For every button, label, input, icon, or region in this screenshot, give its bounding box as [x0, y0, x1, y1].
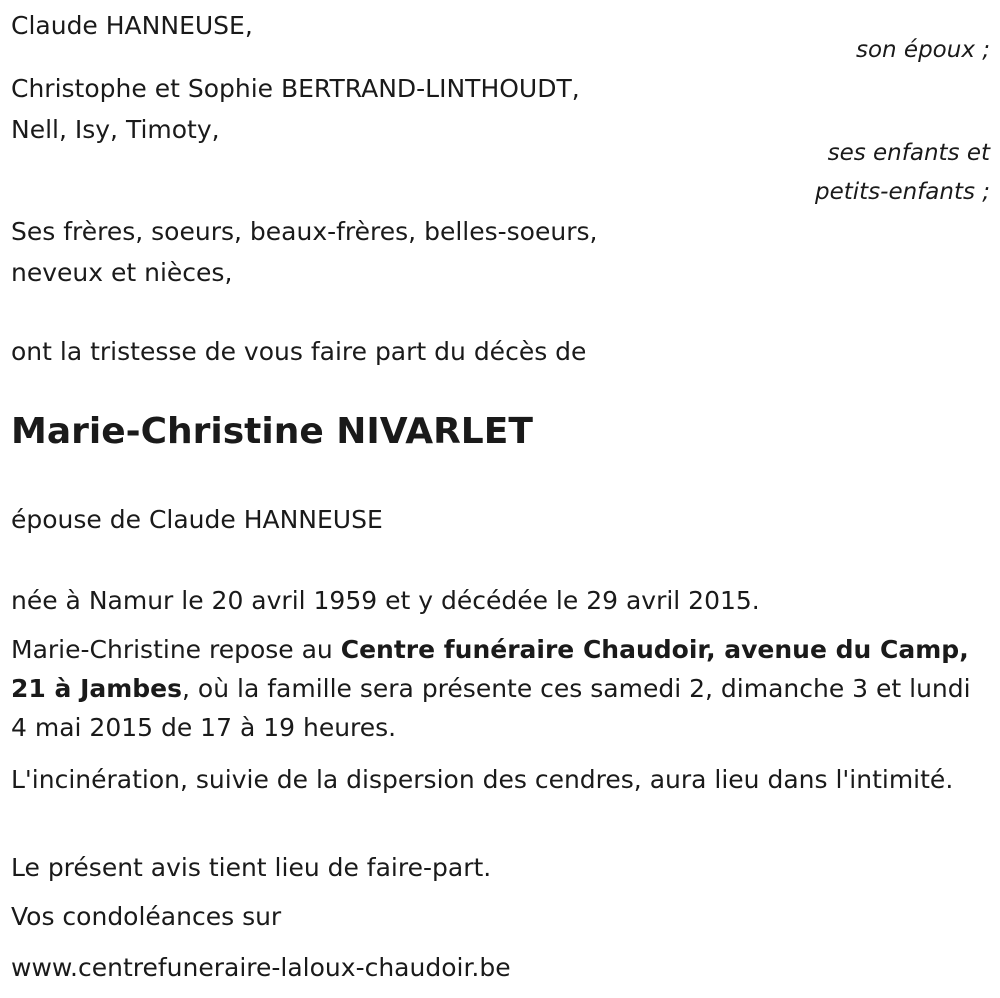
rest-paragraph [11, 630, 991, 747]
children-line-2: Nell, Isy, Timoty, [11, 115, 220, 144]
deceased-name: Marie-Christine NIVARLET [11, 411, 533, 452]
children-role-line-2: petits-enfants ; [814, 179, 990, 205]
siblings-line-1: Ses frères, soeurs, beaux-frères, belles-soeurs, [11, 217, 598, 246]
spouse-role: son époux ; [855, 37, 990, 63]
notice-text: Le présent avis tient lieu de faire-part. [11, 853, 492, 882]
spouse-of-text: épouse de Claude HANNEUSE [11, 505, 383, 534]
spouse-name: Claude HANNEUSE, [11, 11, 253, 40]
announcement-text: ont la tristesse de vous faire part du décès de [11, 337, 587, 366]
condolences-label: Vos condoléances sur [11, 902, 282, 931]
condolences-url[interactable]: www.centrefuneraire-laloux-chaudoir.be [11, 953, 511, 982]
siblings-line-2: neveux et nièces, [11, 258, 233, 287]
birth-death-text: née à Namur le 20 avril 1959 et y décédée le 29 avril 2015. [11, 586, 760, 615]
children-role-line-1: ses enfants et [827, 140, 990, 166]
cremation-paragraph: L'incinération, suivie de la dispersion des cendres, aura lieu dans l'intimité. [11, 765, 954, 794]
funeral-center-location: Centre funéraire Chaudoir, avenue du Camp, 21 à Jambes [11, 635, 969, 703]
rest-outro: , où la famille sera présente ces samedi 2, dimanche 3 et lundi 4 mai 2015 de 17 à 19 heures. [11, 674, 971, 742]
children-line-1: Christophe et Sophie BERTRAND-LINTHOUDT, [11, 74, 580, 103]
rest-intro: Marie-Christine repose au [11, 635, 341, 664]
